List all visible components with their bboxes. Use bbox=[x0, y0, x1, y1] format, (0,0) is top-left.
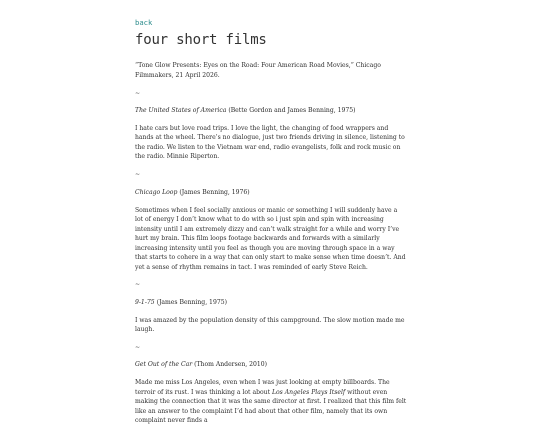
section-separator: ~ bbox=[135, 281, 141, 289]
film-review: I hate cars but love road trips. I love the light, the changing of food wrappers and hands at the wheel. There’s no dialogue, just two friends driving in silence, listening to the radio. We listen to the Vietnam war end, radio evangelists, folk and rock music on the radio. Minnie Riperton. bbox=[135, 124, 405, 161]
film-review-text: Made me miss Los Angeles, even when I was just looking at empty billboards. The terroir of its rust. I was thinking a lot about bbox=[135, 379, 390, 396]
page-title: four short films bbox=[135, 32, 267, 48]
film-review: Sometimes when I feel socially anxious or manic or something I will suddenly have a lot of energy I don’t know what to do with so i just spin and spin with increasing intensity until I am extremely dizzy and can’t walk straight for a while and worry I’ve hurt my brain. This film loops footage backwards and forwards with a similarly increasing intensity until you feel as though you are moving through space in a way that starts to cohere in a way that can only start to make sense when time doesn’t. And yet a sense of rhythm remains in tact. I was reminded of early Steve Reich. bbox=[135, 206, 406, 271]
film-title: The United States of America bbox=[135, 107, 227, 115]
film-heading bbox=[135, 188, 407, 198]
back-link[interactable]: back bbox=[135, 18, 153, 27]
film-title: Chicago Loop bbox=[135, 188, 178, 196]
film-review bbox=[135, 378, 407, 426]
film-credit: (Bette Gordon and James Benning, 1975) bbox=[228, 107, 356, 115]
film-title: 9-1-75 bbox=[135, 298, 155, 306]
film-review: I was amazed by the population density of this campground. The slow motion made me laugh. bbox=[135, 316, 405, 334]
film-review-emphasis: Los Angeles Plays Itself bbox=[271, 388, 346, 396]
section-separator: ~ bbox=[135, 89, 141, 97]
film-heading bbox=[135, 298, 407, 308]
film-review-text: without even making the connection that it was the same director at first. I realized that this film felt like an answer to the complaint I’d had about that other film, namely that its own complaint never finds a bbox=[135, 388, 407, 425]
page-container bbox=[135, 10, 407, 434]
film-title: Get Out of the Car bbox=[135, 361, 193, 369]
section-separator: ~ bbox=[135, 343, 141, 351]
film-heading bbox=[135, 360, 407, 370]
film-credit: (James Benning, 1976) bbox=[179, 188, 250, 196]
film-heading bbox=[135, 106, 407, 116]
film-credit: (Thom Andersen, 2010) bbox=[194, 361, 268, 369]
section-separator: ~ bbox=[135, 171, 141, 179]
film-credit: (James Benning, 1975) bbox=[156, 298, 227, 306]
intro-paragraph: “Tone Glow Presents: Eyes on the Road: Four American Road Movies,” Chicago Filmmakers, 21 April 2026. bbox=[135, 62, 381, 79]
